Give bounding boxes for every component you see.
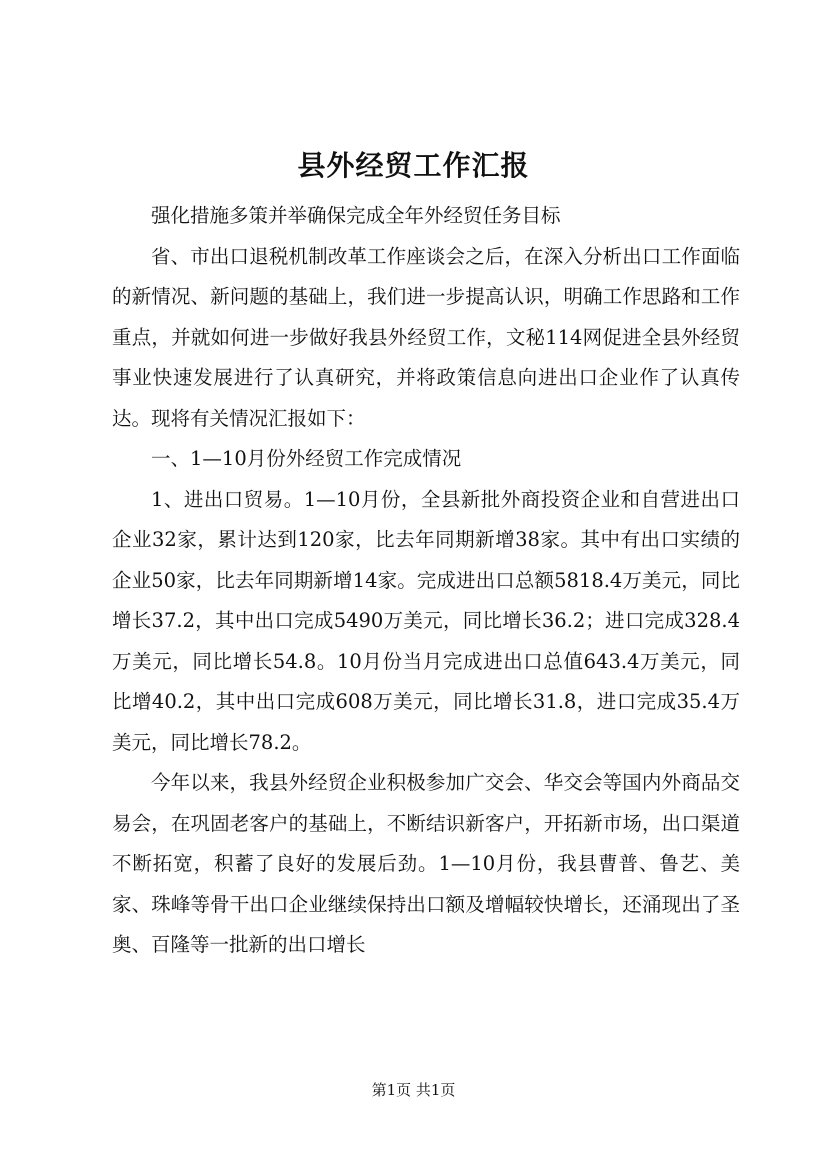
section-heading: 一、1—10月份外经贸工作完成情况 <box>151 447 462 470</box>
paragraph-enterprises: 今年以来，我县外经贸企业积极参加广交会、华交会等国内外商品交易会，在巩固老客户的基础上，不断结识新客户，开拓新市场，出口渠道不断拓宽，积蓄了良好的发展后劲。1—10月份，我县曹普、鲁艺、美家、珠峰等骨干出口企业继续保持出口额及增幅较快增长，还涌现出了圣奥、百隆等一批新的出口增长 <box>112 771 740 956</box>
paragraph-intro: 省、市出口退税机制改革工作座谈会之后，在深入分析出口工作面临的新情况、新问题的基础上，我们进一步提高认识，明确工作思路和工作重点，并就如何进一步做好我县外经贸工作，文秘114网促进全县外经贸事业快速发展进行了认真研究，并将政策信息向进出口企业作了认真传达。现将有关情况汇报如下： <box>112 244 740 430</box>
paragraph-trade: 1、进出口贸易。1—10月份，全县新批外商投资企业和自营进出口企业32家，累计达到120家，比去年同期新增38家。其中有出口实绩的企业50家，比去年同期新增14家。完成进出口总额5818.4万美元，同比增长37.2，其中出口完成5490万美元，同比增长36.2；进口完成328.4万美元，同比增长54.8。10月份当月完成进出口总值643.4万美元，同比增40.2，其中出口完成608万美元，同比增长31.8，进口完成35.4万美元，同比增长78.2。 <box>112 487 740 754</box>
document-title: 县外经贸工作汇报 <box>297 149 530 182</box>
page-number-footer: 第1页 共1页 <box>371 1081 456 1099</box>
paragraph-subtitle: 强化措施多策并举确保完成全年外经贸任务目标 <box>151 204 561 227</box>
document-body <box>112 196 740 966</box>
